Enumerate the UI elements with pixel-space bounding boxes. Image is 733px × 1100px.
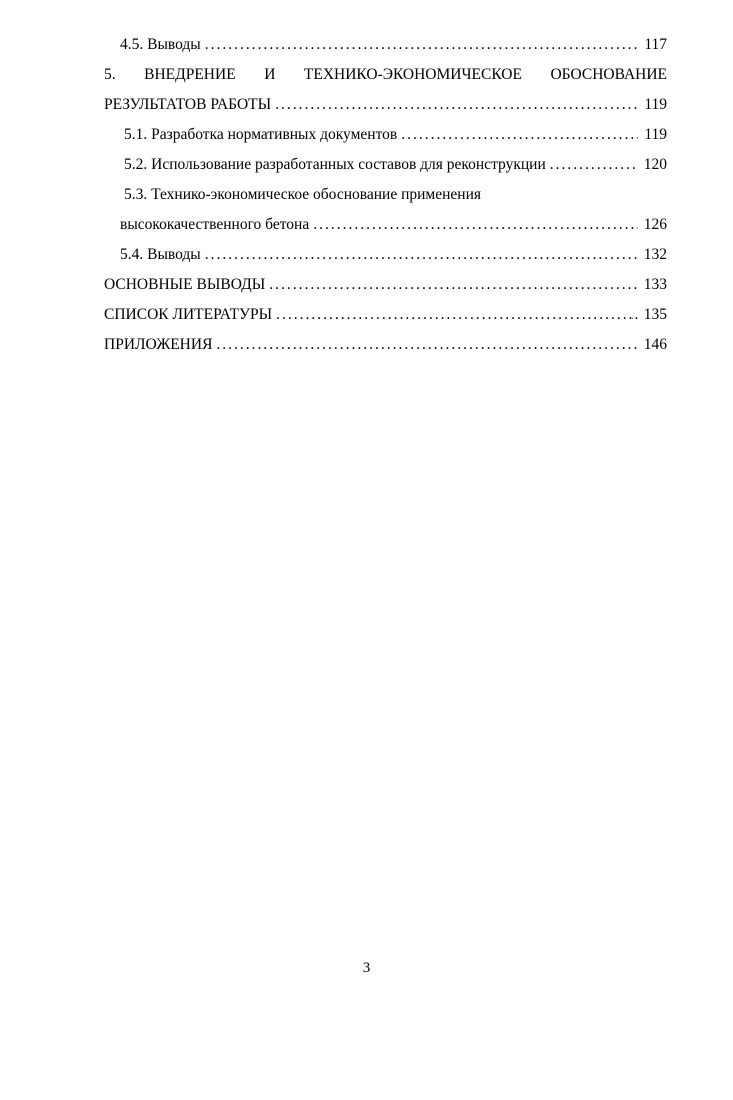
toc-entry-page: 146 <box>643 336 667 353</box>
heading-word: 5. <box>104 66 116 83</box>
heading-word: И <box>264 66 276 83</box>
dot-leader <box>401 120 638 150</box>
page-number: 3 <box>362 960 371 976</box>
dot-leader <box>205 30 639 60</box>
dot-leader <box>313 210 638 240</box>
toc-entry-5-4[interactable] <box>104 240 667 270</box>
scan-speck <box>632 318 633 319</box>
dot-leader <box>275 90 638 120</box>
toc-entry-title: ОСНОВНЫЕ ВЫВОДЫ <box>104 276 266 293</box>
toc-entry-title: СПИСОК ЛИТЕРАТУРЫ <box>104 306 273 323</box>
toc-entry-page: 119 <box>644 96 667 113</box>
toc-entry-page: 133 <box>643 276 667 293</box>
toc-entry-5-3-line1[interactable] <box>104 180 667 210</box>
dot-leader <box>276 300 638 330</box>
toc-entry-title: ПРИЛОЖЕНИЯ <box>104 336 213 353</box>
heading-word: ВНЕДРЕНИЕ <box>144 66 236 83</box>
dot-leader <box>269 270 638 300</box>
toc-entry-title: 5.1. Разработка нормативных документов <box>124 126 398 143</box>
toc-entry-page: 119 <box>644 126 667 143</box>
toc-entry-5-heading-line1[interactable] <box>104 60 667 90</box>
table-of-contents <box>104 30 667 360</box>
toc-entry-page: 126 <box>643 216 667 233</box>
heading-word: ТЕХНИКО-ЭКОНОМИЧЕСКОЕ <box>303 66 522 83</box>
toc-entry-5-heading-line2[interactable] <box>104 90 667 120</box>
toc-entry-page: 132 <box>643 246 667 263</box>
toc-entry-appendices[interactable] <box>104 330 667 360</box>
toc-entry-title: 5.4. Выводы <box>120 246 201 263</box>
dot-leader <box>205 240 638 270</box>
dot-leader <box>216 330 637 360</box>
toc-entry-5-3-line2[interactable] <box>104 210 667 240</box>
toc-entry-page: 135 <box>643 306 667 323</box>
toc-entry-5-1[interactable] <box>104 120 667 150</box>
toc-entry-conclusions[interactable] <box>104 270 667 300</box>
toc-entry-title: РЕЗУЛЬТАТОВ РАБОТЫ <box>104 96 272 113</box>
toc-entry-title: 5.2. Использование разработанных составов для реконструкции <box>124 156 546 173</box>
toc-entry-4-5[interactable] <box>104 30 667 60</box>
toc-entry-5-2[interactable] <box>104 150 667 180</box>
toc-entry-title: высококачественного бетона <box>120 216 310 233</box>
toc-entry-page: 117 <box>644 36 667 53</box>
toc-entry-page: 120 <box>643 156 667 173</box>
toc-entry-references[interactable] <box>104 300 667 330</box>
toc-entry-title: 4.5. Выводы <box>120 36 201 53</box>
toc-entry-title: 5.3. Технико-экономическое обоснование применения <box>124 186 482 203</box>
heading-word: ОБОСНОВАНИЕ <box>550 66 667 83</box>
dot-leader <box>550 150 638 180</box>
